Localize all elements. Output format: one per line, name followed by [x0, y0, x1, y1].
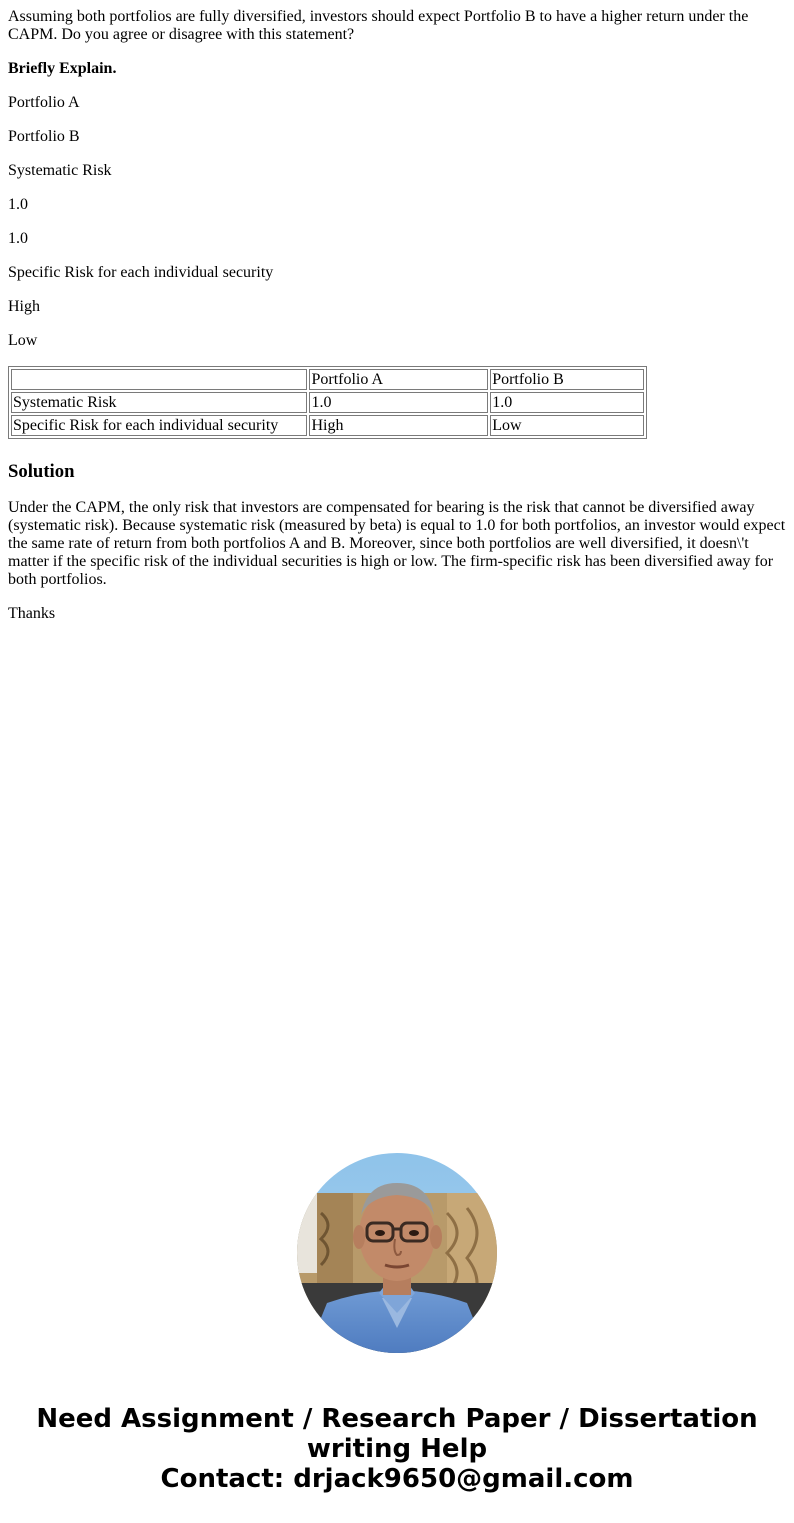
table-cell: 1.0: [490, 392, 644, 413]
loose-line: Portfolio A: [8, 94, 80, 111]
loose-line: Systematic Risk: [8, 162, 112, 179]
table-cell: Low: [490, 415, 644, 436]
table-cell: Specific Risk for each individual security: [11, 415, 307, 436]
loose-line: 1.0: [8, 196, 28, 213]
table-row: [11, 415, 644, 436]
promo-line: Need Assignment / Research Paper / Dissertation: [36, 1404, 758, 1434]
loose-line: Low: [8, 332, 38, 349]
loose-line: Specific Risk for each individual security: [8, 264, 274, 281]
question-text: Assuming both portfolios are fully diversified, investors should expect Portfolio B to have a higher return under the CAPM. Do you agree or disagree with this statement?: [8, 8, 749, 43]
promo-contact: Contact: drjack9650@gmail.com: [160, 1464, 634, 1494]
promo-banner: [0, 1404, 794, 1494]
instruction-bold: Briefly Explain.: [8, 60, 117, 77]
document-content: [8, 8, 788, 639]
loose-line: 1.0: [8, 230, 28, 247]
table-row: [11, 392, 644, 413]
question-instruction: [8, 60, 788, 78]
table-header-row: [11, 369, 644, 390]
author-avatar: [297, 1153, 497, 1353]
table-cell: Portfolio A: [309, 369, 488, 390]
avatar-portrait-image: [297, 1153, 497, 1353]
promo-line: writing Help: [306, 1434, 488, 1464]
table-cell: Systematic Risk: [11, 392, 307, 413]
table-cell: 1.0: [309, 392, 488, 413]
solution-closing: Thanks: [8, 605, 56, 622]
loose-line: High: [8, 298, 40, 315]
table-cell: High: [309, 415, 488, 436]
loose-line: Portfolio B: [8, 128, 80, 145]
risk-table: [8, 366, 647, 439]
table-cell: [11, 369, 307, 390]
table-cell: Portfolio B: [490, 369, 644, 390]
solution-heading: Solution: [8, 461, 75, 482]
solution-body: Under the CAPM, the only risk that investors are compensated for bearing is the risk that cannot be diversified away (systematic risk). Because systematic risk (measured by beta) is equal to 1.0 for both portfolios, an investor would expect the same rate of return from both portfolios A and B. Moreover, since both portfolios are well diversified, it doesn\'t matter if the specific risk of the individual securities is high or low. The firm-specific risk has been diversified away for both portfolios.: [8, 499, 786, 588]
